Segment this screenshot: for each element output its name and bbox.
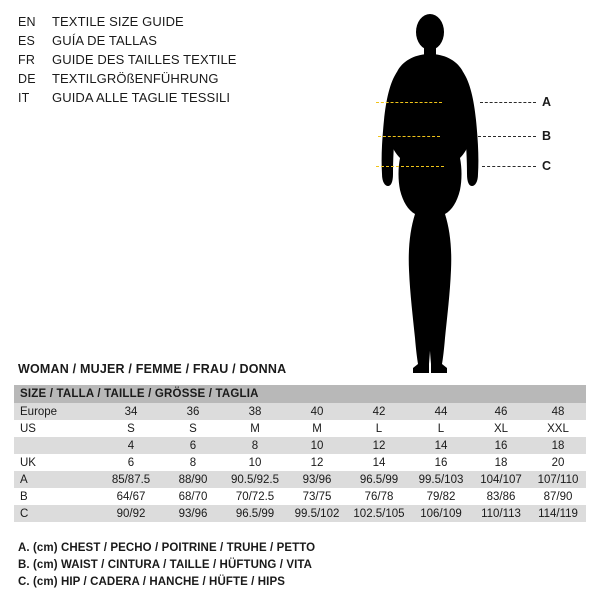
language-title: GUIDE DES TAILLES TEXTILE [52,52,237,67]
language-code: FR [18,53,36,67]
row-label: US [14,420,100,437]
cell: 64/67 [100,488,162,505]
language-row [18,71,318,90]
body-figure [330,8,590,378]
cell: 96.5/99 [224,505,286,522]
row-label: UK [14,454,100,471]
cell: 114/119 [530,505,586,522]
section-title: WOMAN / MUJER / FEMME / FRAU / DONNA [18,362,287,376]
cell: 79/82 [410,488,472,505]
table-header-row [14,385,586,403]
cell: 93/96 [286,471,348,488]
table-row [14,437,586,454]
female-silhouette-icon [330,8,590,378]
table-row [14,488,586,505]
legend-item-b: B. (cm) WAIST / CINTURA / TAILLE / HÜFTUNG / VITA [18,559,313,571]
table-row [14,454,586,471]
cell: S [100,420,162,437]
cell: XXL [530,420,586,437]
measure-label-a: A [542,95,552,109]
table-row [14,505,586,522]
language-code: DE [18,72,36,86]
cell: 99.5/102 [286,505,348,522]
cell: 76/78 [348,488,410,505]
cell: 16 [410,454,472,471]
cell: 83/86 [472,488,530,505]
language-code: IT [18,91,30,105]
cell: 16 [472,437,530,454]
legend-item-c: C. (cm) HIP / CADERA / HANCHE / HÜFTE / HIPS [18,576,286,588]
cell: 90/92 [100,505,162,522]
measurement-legend [18,542,578,593]
legend-item-a: A. (cm) CHEST / PECHO / POITRINE / TRUHE / PETTO [18,542,316,554]
cell: 106/109 [410,505,472,522]
cell: M [224,420,286,437]
measure-line-a [376,102,442,103]
cell: 73/75 [286,488,348,505]
cell: 14 [348,454,410,471]
cell: 88/90 [162,471,224,488]
cell: 34 [100,403,162,420]
cell: 18 [472,454,530,471]
language-title: TEXTILE SIZE GUIDE [52,14,184,29]
cell: L [410,420,472,437]
cell: 36 [162,403,224,420]
language-title: GUÍA DE TALLAS [52,33,157,48]
cell: 107/110 [530,471,586,488]
measure-label-b: B [542,129,552,143]
cell: XL [472,420,530,437]
cell: 85/87.5 [100,471,162,488]
cell: 18 [530,437,586,454]
measure-tail-a [480,102,536,103]
row-label [14,437,100,454]
cell: 4 [100,437,162,454]
cell: 6 [100,454,162,471]
language-row [18,33,318,52]
row-label: C [14,505,100,522]
language-code: EN [18,15,36,29]
measure-line-b [378,136,440,137]
cell: 8 [162,454,224,471]
language-row [18,14,318,33]
language-code: ES [18,34,36,48]
cell: 38 [224,403,286,420]
cell: 6 [162,437,224,454]
cell: 96.5/99 [348,471,410,488]
measure-line-c [376,166,444,167]
cell: 93/96 [162,505,224,522]
cell: 10 [224,454,286,471]
row-label: B [14,488,100,505]
language-title-block [18,14,318,109]
measure-tail-b [478,136,536,137]
cell: 110/113 [472,505,530,522]
cell: S [162,420,224,437]
cell: 14 [410,437,472,454]
row-label: A [14,471,100,488]
table-row [14,471,586,488]
cell: 12 [286,454,348,471]
measure-label-c: C [542,159,552,173]
language-title: GUIDA ALLE TAGLIE TESSILI [52,90,231,105]
cell: M [286,420,348,437]
cell: 99.5/103 [410,471,472,488]
cell: 68/70 [162,488,224,505]
language-row [18,90,318,109]
cell: 12 [348,437,410,454]
cell: 46 [472,403,530,420]
cell: 104/107 [472,471,530,488]
cell: 102.5/105 [348,505,410,522]
language-row [18,52,318,71]
table-row [14,420,586,437]
cell: 8 [224,437,286,454]
cell: 10 [286,437,348,454]
language-title: TEXTILGRÖßENFÜHRUNG [52,71,219,86]
cell: 90.5/92.5 [224,471,286,488]
table-row [14,403,586,420]
cell: 20 [530,454,586,471]
cell: 42 [348,403,410,420]
cell: 70/72.5 [224,488,286,505]
cell: L [348,420,410,437]
row-label: Europe [14,403,100,420]
cell: 40 [286,403,348,420]
size-table [14,385,586,522]
cell: 48 [530,403,586,420]
measure-tail-c [482,166,536,167]
cell: 87/90 [530,488,586,505]
cell: 44 [410,403,472,420]
table-header-label: SIZE / TALLA / TAILLE / GRÖSSE / TAGLIA [14,385,586,403]
